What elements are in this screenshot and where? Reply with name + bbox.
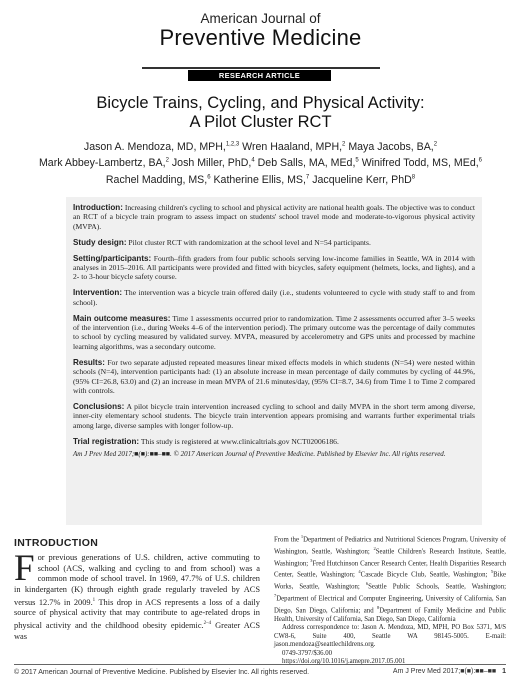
author: Rachel Madding, MS,$^6$ [105, 174, 211, 187]
page-number: 1 [502, 668, 506, 675]
reference-marker: 2–4 [203, 621, 212, 627]
affiliation-list: From the $^1$Department of Pediatrics and Nutritional Sciences Program, University of Washington, Seattle, Washington; $^2$Seattle Children's Research Institute, Seattle, Washington; $^3$Fred Hutchinson Cancer Research Center, Health Disparities Research Center, Seattle, Washington; $^4$Cascade Bicycle Club, Seattle, Washington; $^5$Bike Works, Seattle, Washington; $^6$Seattle Public Schools, Seattle, Washington; $^7$Department of Electrical and Computer Engineering, University of California, San Diego, San Diego, California; and $^8$Department of Family Medicine and Public Health, University of California, San Diego, San Diego, California [274, 534, 506, 623]
author: Winifred Todd, MS, MEd,$^6$ [361, 157, 482, 170]
author: Wren Haaland, MPH,$^2$ [242, 140, 346, 153]
introduction-heading: INTRODUCTION [14, 537, 99, 549]
journal-name-line2: Preventive Medicine [159, 25, 362, 50]
footer-copyright: © 2017 American Journal of Preventive Medicine. Published by Elsevier Inc. All rights reserved. [14, 669, 310, 676]
introduction-text: For previous generations of U.S. children, active commuting to school (ACS, walking and cycling to and from school) was a common mode of school travel. In 1969, 47.7% of U.S. children in kindergarten (K) through eighth grade regularly traveled by ACS versus 12.7% in 2009.$^1$ This drop in ACS represents a loss of a daily source of physical activity that may contribute to age-related drops in physical activity and the childhood obesity epidemic.$^{2-4}$ Greater ACS was [14, 548, 261, 641]
author: Deb Salls, MA, MEd,$^5$ [257, 157, 359, 170]
abstract-introduction: Introduction: Increasing children's cycling to school and physical activity are national health goals. The objective was to conduct an RCT of a bicycle train program to assess impact on students' school travel mode and moderate-to-vigorous physical activity (MVPA). [73, 203, 475, 231]
issn: 0749-3797/$36.00 [282, 649, 333, 657]
author: Jason A. Mendoza, MD, MPH,$^{1,2,3}$ [83, 140, 240, 153]
author: Mark Abbey-Lambertz, BA,$^2$ [38, 157, 169, 170]
footer-rule [14, 664, 506, 665]
footer-citation: Am J Prev Med 2017;■(■):■■–■■ 1 [392, 668, 506, 675]
abstract-outcomes: Main outcome measures: Time 1 assessments occurred prior to randomization. Time 2 assessments occurred after 3–5 weeks of the intervention (i.e., during Weeks 4–6 of the intervention period). The primary outcome was the percentage of daily commutes to school by cycling measured by validated survey. MVPA, measured by accelerometry and GPS units and processed by machine learning algorithms, was a secondary outcome. [73, 313, 475, 351]
journal-name-line1: American Journal of [200, 11, 321, 26]
header-rule [142, 67, 380, 69]
correspondence: Address correspondence to: Jason A. Mendoza, MD, MPH, PO Box 5371, M/S CW8-6, Suite 400, Seattle WA 98145-5005. E-mail: jason.mendoza@seattlechildrens.org. [274, 624, 506, 649]
author: Maya Jacobs, BA,$^2$ [348, 140, 438, 153]
reference-marker: 1 [92, 597, 96, 603]
author: Katherine Ellis, MS,$^7$ [213, 174, 310, 187]
abstract-registration: Trial registration: This study is registered at www.clinicaltrials.gov NCT02006186. [73, 436, 339, 446]
abstract-results: Results: For two separate adjusted repeated measures linear mixed effects models in which students (N=54) were nested within schools (N=4), intervention participants had: (1) an absolute increase in mean percentage of daily commutes by cycling of 44.9%, (95% CI=26.8, 63.0) and (2) an increase in mean MVPA of 21.6 minutes/day, (95% CI=8.7, 34.6) from Time 1 to Time 2 compared with controls. [73, 357, 475, 395]
abstract-intervention: Intervention: The intervention was a bicycle train offered daily (i.e., students volunteered to cycle with study staff to and from school). [73, 288, 475, 307]
abstract-setting: Setting/participants: Fourth–fifth graders from four public schools serving low-income families in Seattle, WA in 2014 with analyses in 2015–2016. All participants were provided and fitted with bicycles, safety equipment (helmets, locks, and lights), and a 2- to 3-hour bicycle safety course. [73, 253, 475, 282]
drop-cap: F [14, 548, 35, 589]
article-type-badge: RESEARCH ARTICLE [188, 70, 331, 81]
author-list [20, 137, 501, 188]
author: Jacqueline Kerr, PhD$^8$ [312, 174, 416, 187]
doi-link[interactable]: https://doi.org/10.1016/j.amepre.2017.05.001 [282, 658, 406, 666]
affiliations [274, 533, 506, 667]
abstract-box [66, 197, 482, 525]
abstract-conclusions: Conclusions: A pilot bicycle train intervention increased cycling to school and daily MVPA in the short term among diverse, inner-city elementary school students. The bicycle train intervention appears promising and warrants further experimental trials among large, diverse samples with longer follow-up. [73, 401, 475, 430]
author: Josh Miller, PhD,$^4$ [171, 157, 255, 170]
title-line1: Bicycle Trains, Cycling, and Physical Activity: [96, 94, 425, 112]
article-title [0, 94, 521, 132]
journal-header [0, 12, 521, 50]
title-line2: A Pilot Cluster RCT [189, 113, 332, 131]
abstract-design: Study design: Pilot cluster RCT with randomization at the school level and N=54 participants. [73, 237, 371, 247]
abstract-citation: Am J Prev Med 2017;■(■):■■–■■. © 2017 American Journal of Preventive Medicine. Published by Elsevier Inc. All rights reserved. [73, 449, 446, 458]
